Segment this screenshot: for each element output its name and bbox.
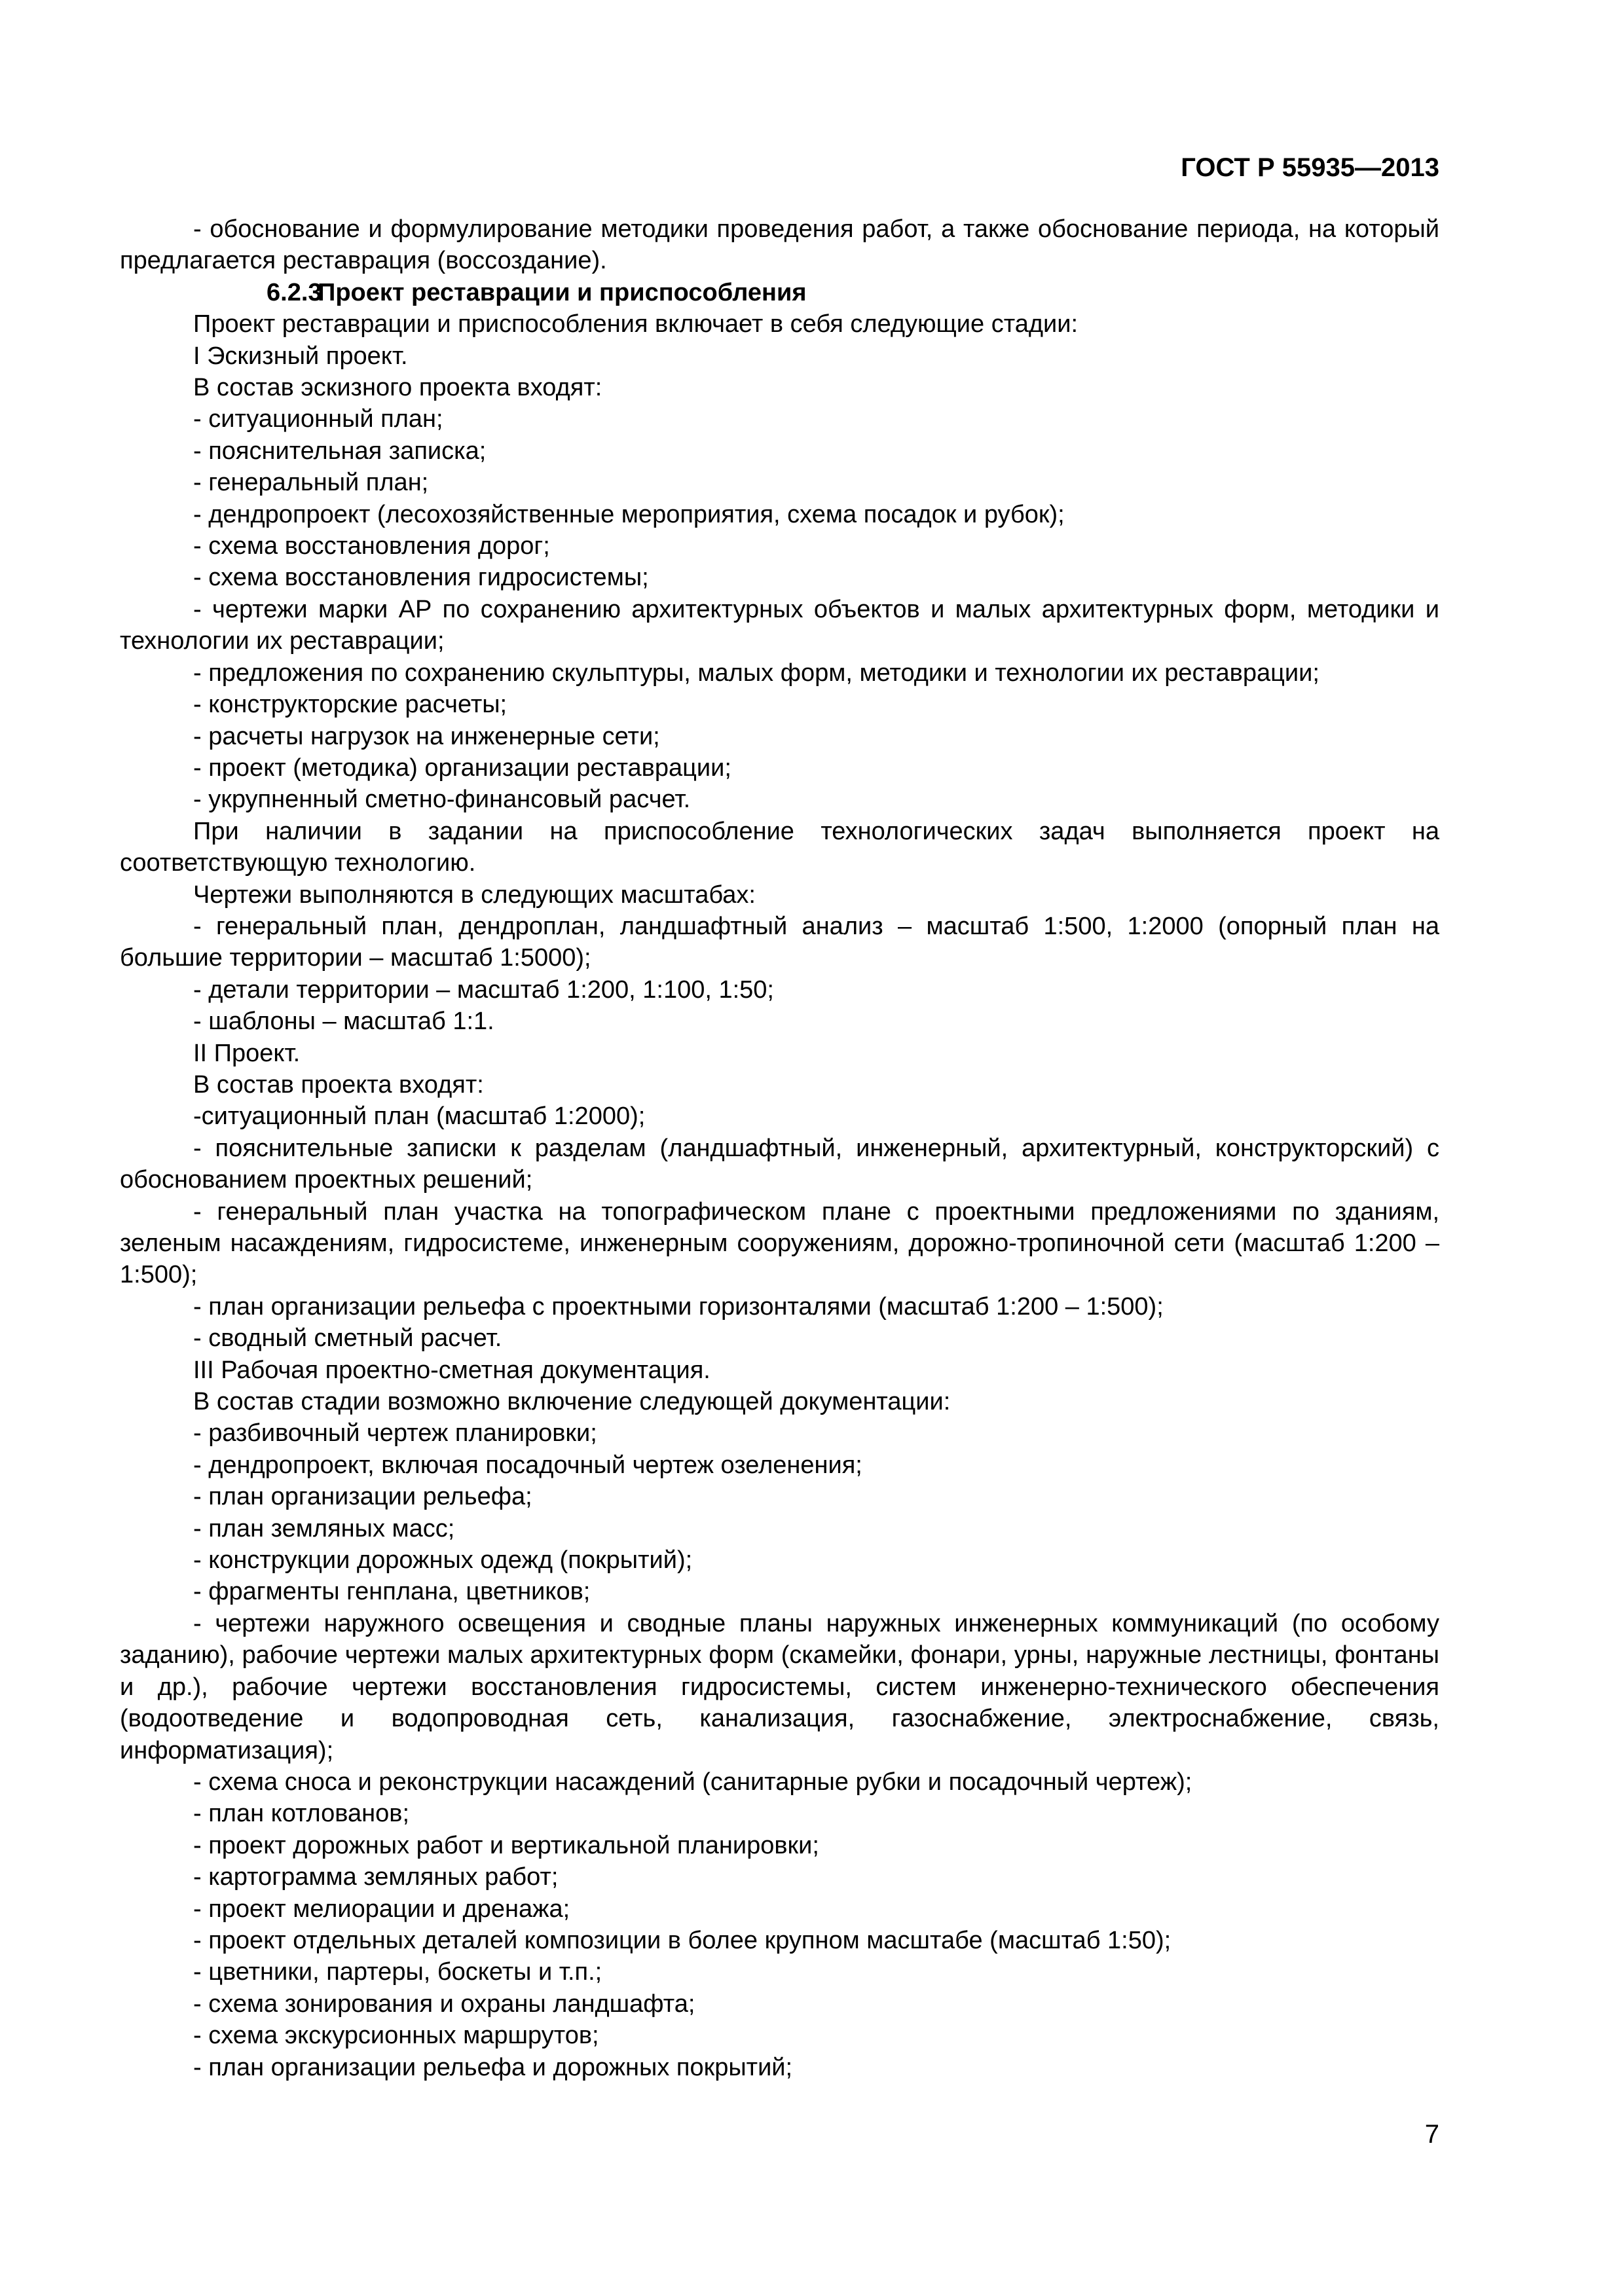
paragraph: - план котлованов; — [193, 1800, 410, 1828]
paragraph: В состав стадии возможно включение следующей документации: — [193, 1388, 951, 1416]
paragraph: - чертежи марки АР по сохранению архитектурных объектов и малых архитектурных форм, методики и технологии их реставрации; — [120, 595, 1439, 655]
paragraph: - конструкции дорожных одежд (покрытий); — [193, 1546, 693, 1575]
paragraph: - чертежи наружного освещения и сводные планы наружных инженерных коммуникаций (по особому заданию), рабочие чертежи малых архитектурных форм (скамейки, фонари, урны, наружные лестницы, фонтаны и др.), рабочие чертежи восстановления гидросистемы, систем инженерно-технического обеспечения (водоотведение и водопроводная сеть, канализация, газоснабжение, электроснабжение, связь, информатизация); — [120, 1609, 1439, 1764]
paragraph: I Эскизный проект. — [193, 342, 408, 370]
paragraph: - шаблоны – масштаб 1:1. — [193, 1008, 494, 1036]
section-title: Проект реставрации и приспособления — [318, 278, 807, 306]
paragraph: -ситуационный план (масштаб 1:2000); — [193, 1102, 646, 1131]
paragraph: II Проект. — [193, 1039, 301, 1067]
paragraph: - дендропроект, включая посадочный чертеж озеленения; — [193, 1451, 862, 1479]
paragraph: - схема восстановления гидросистемы; — [193, 564, 649, 592]
paragraph: - генеральный план, дендроплан, ландшафтный анализ – масштаб 1:500, 1:2000 (опорный план на большие территории – масштаб 1:5000); — [120, 912, 1439, 972]
paragraph: - детали территории – масштаб 1:200, 1:100, 1:50; — [193, 975, 774, 1004]
paragraph: В состав проекта входят: — [193, 1070, 484, 1099]
paragraph: - расчеты нагрузок на инженерные сети; — [193, 722, 660, 750]
paragraph: - схема восстановления дорог; — [193, 532, 550, 560]
paragraph: - ситуационный план; — [193, 405, 443, 433]
paragraph: - укрупненный сметно-финансовый расчет. — [193, 786, 691, 814]
paragraph: - сводный сметный расчет. — [193, 1324, 502, 1353]
paragraph: В состав эскизного проекта входят: — [193, 374, 602, 402]
document-body — [120, 213, 1439, 2083]
paragraph: Чертежи выполняются в следующих масштабах: — [193, 881, 756, 909]
section-heading — [120, 277, 1439, 308]
paragraph: - дендропроект (лесохозяйственные мероприятия, схема посадок и рубок); — [193, 500, 1065, 528]
paragraph: Проект реставрации и приспособления включает в себя следующие стадии: — [193, 310, 1079, 338]
paragraph: - фрагменты генплана, цветников; — [193, 1578, 591, 1606]
paragraph: - картограмма земляных работ; — [193, 1863, 559, 1891]
paragraph: - план земляных масс; — [193, 1514, 455, 1542]
paragraph: - цветники, партеры, боскеты и т.п.; — [193, 1958, 602, 1986]
paragraph: - пояснительная записка; — [193, 437, 487, 465]
paragraph: - генеральный план участка на топографическом плане с проектными предложениями по зданиям, зеленым насаждениям, гидросистеме, инженерным сооружениям, дорожно-тропиночной сети (масштаб 1:200 – 1:500); — [120, 1197, 1439, 1289]
page-number: 7 — [1424, 2120, 1439, 2149]
paragraph: - проект отдельных деталей композиции в более крупном масштабе (масштаб 1:50); — [193, 1926, 1172, 1954]
paragraph: - генеральный план; — [193, 469, 429, 497]
paragraph: - проект (методика) организации реставрации; — [193, 754, 731, 782]
paragraph: - план организации рельефа; — [193, 1483, 532, 1511]
paragraph: - план организации рельефа с проектными горизонталями (масштаб 1:200 – 1:500); — [193, 1292, 1164, 1321]
paragraph: При наличии в задании на приспособление технологических задач выполняется проект на соответствующую технологию. — [120, 817, 1439, 877]
standard-id: ГОСТ Р 55935—2013 — [1181, 153, 1439, 182]
paragraph: - план организации рельефа и дорожных покрытий; — [193, 2053, 793, 2081]
paragraph: - разбивочный чертеж планировки; — [193, 1419, 597, 1448]
paragraph: - схема сноса и реконструкции насаждений (санитарные рубки и посадочный чертеж); — [193, 1768, 1192, 1796]
paragraph: - обоснование и формулирование методики проведения работ, а также обоснование периода, на который предлагается реставрация (воссоздание). — [120, 215, 1439, 275]
paragraph-list — [120, 308, 1439, 2083]
paragraph: III Рабочая проектно-сметная документация. — [193, 1356, 710, 1384]
paragraph: - схема экскурсионных маршрутов; — [193, 2022, 599, 2050]
paragraph: - схема зонирования и охраны ландшафта; — [193, 1990, 695, 2018]
paragraph: - проект дорожных работ и вертикальной планировки; — [193, 1831, 819, 1859]
paragraph: - проект мелиорации и дренажа; — [193, 1895, 570, 1923]
paragraph: - предложения по сохранению скульптуры, малых форм, методики и технологии их реставрации; — [193, 659, 1320, 687]
paragraph: - конструкторские расчеты; — [193, 691, 507, 719]
section-number: 6.2.3 — [267, 278, 322, 306]
paragraph: - пояснительные записки к разделам (ландшафтный, инженерный, архитектурный, конструкторский) с обоснованием проектных решений; — [120, 1134, 1439, 1194]
